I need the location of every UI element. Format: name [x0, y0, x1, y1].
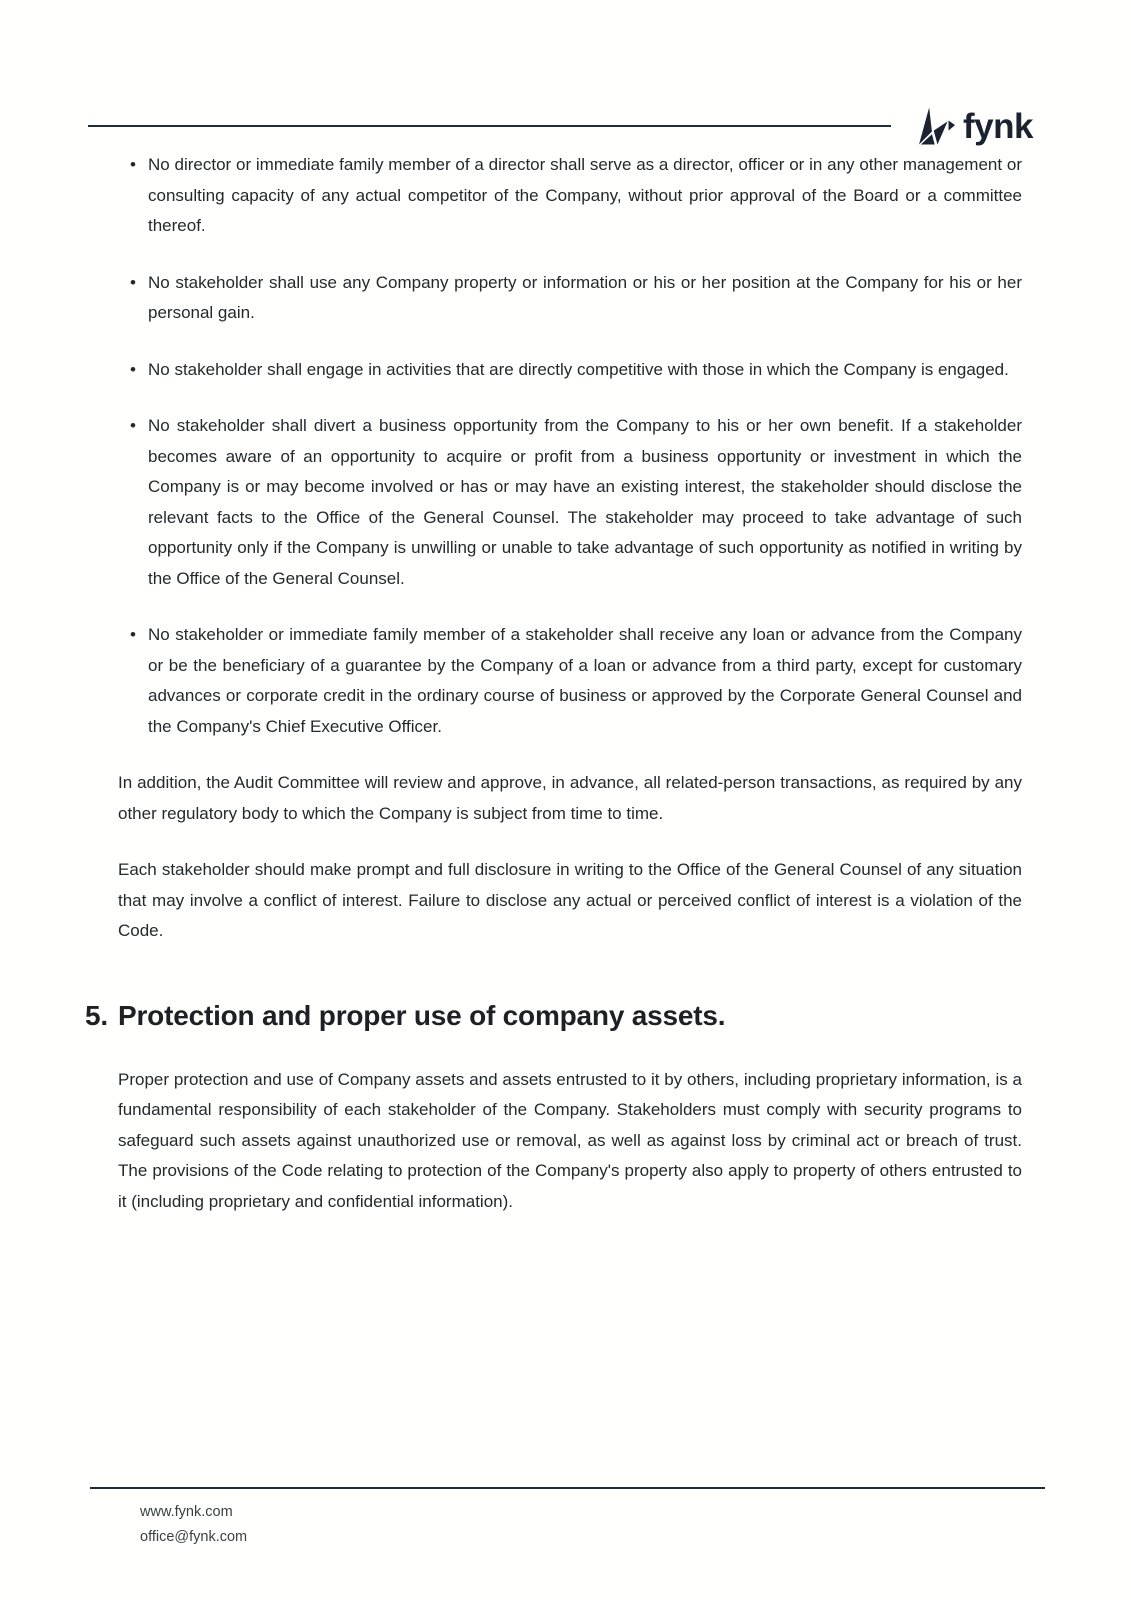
footer-rule	[90, 1487, 1045, 1489]
list-item: • No stakeholder shall engage in activities that are directly competitive with those in which the Company is engaged.	[148, 355, 1022, 386]
bullet-list	[118, 150, 1022, 742]
paragraph: In addition, the Audit Committee will review and approve, in advance, all related-person transactions, as required by any other regulatory body to which the Company is subject from time to time.	[118, 773, 1022, 823]
brand-logo	[907, 104, 1033, 148]
list-item: • No director or immediate family member of a director shall serve as a director, officer or in any other management or consulting capacity of any actual competitor of the Company, without prior approval of the Board or a committee thereof.	[148, 150, 1022, 242]
section-number: 5.	[85, 999, 108, 1031]
section-title: Protection and proper use of company assets.	[118, 999, 726, 1031]
page-header	[88, 100, 1033, 152]
paragraph: Proper protection and use of Company assets and assets entrusted to it by others, including proprietary information, is a fundamental responsibility of each stakeholder of the Company. Stakeholders must comply with security programs to safeguard such assets against unauthorized use or removal, as well as against loss by criminal act or breach of trust. The provisions of the Code relating to protection of the Company's property also apply to property of others entrusted to it (including proprietary and confidential information).	[118, 1069, 1022, 1211]
paragraph: Each stakeholder should make prompt and full disclosure in writing to the Office of the General Counsel of any situation that may involve a conflict of interest. Failure to disclose any actual or perceived conflict of interest is a violation of the Code.	[118, 860, 1022, 940]
document-body	[85, 150, 1022, 1243]
brand-name: fynk	[963, 106, 1033, 146]
list-item: • No stakeholder shall use any Company property or information or his or her position at the Company for his or her personal gain.	[148, 268, 1022, 329]
page-footer	[90, 1487, 1045, 1550]
list-item: • No stakeholder or immediate family member of a stakeholder shall receive any loan or advance from the Company or be the beneficiary of a guarantee by the Company of a loan or advance from a third party, except for customary advances or corporate credit in the ordinary course of business or approved by the Corporate General Counsel and the Company's Chief Executive Officer.	[148, 620, 1022, 742]
origami-crane-icon	[907, 104, 955, 148]
footer-links	[140, 1500, 1045, 1550]
header-rule	[88, 125, 891, 127]
section-heading	[85, 999, 1022, 1033]
list-item: • No stakeholder shall divert a business opportunity from the Company to his or her own benefit. If a stakeholder becomes aware of an opportunity to acquire or profit from a business opportunity or investment in which the Company is or may become involved or has or may have an existing interest, the stakeholder should disclose the relevant facts to the Office of the General Counsel. The stakeholder may proceed to take advantage of such opportunity only if the Company is unwilling or unable to take advantage of such opportunity as notified in writing by the Office of the General Counsel.	[148, 411, 1022, 594]
footer-email: office@fynk.com	[140, 1529, 248, 1545]
footer-website: www.fynk.com	[140, 1504, 233, 1520]
